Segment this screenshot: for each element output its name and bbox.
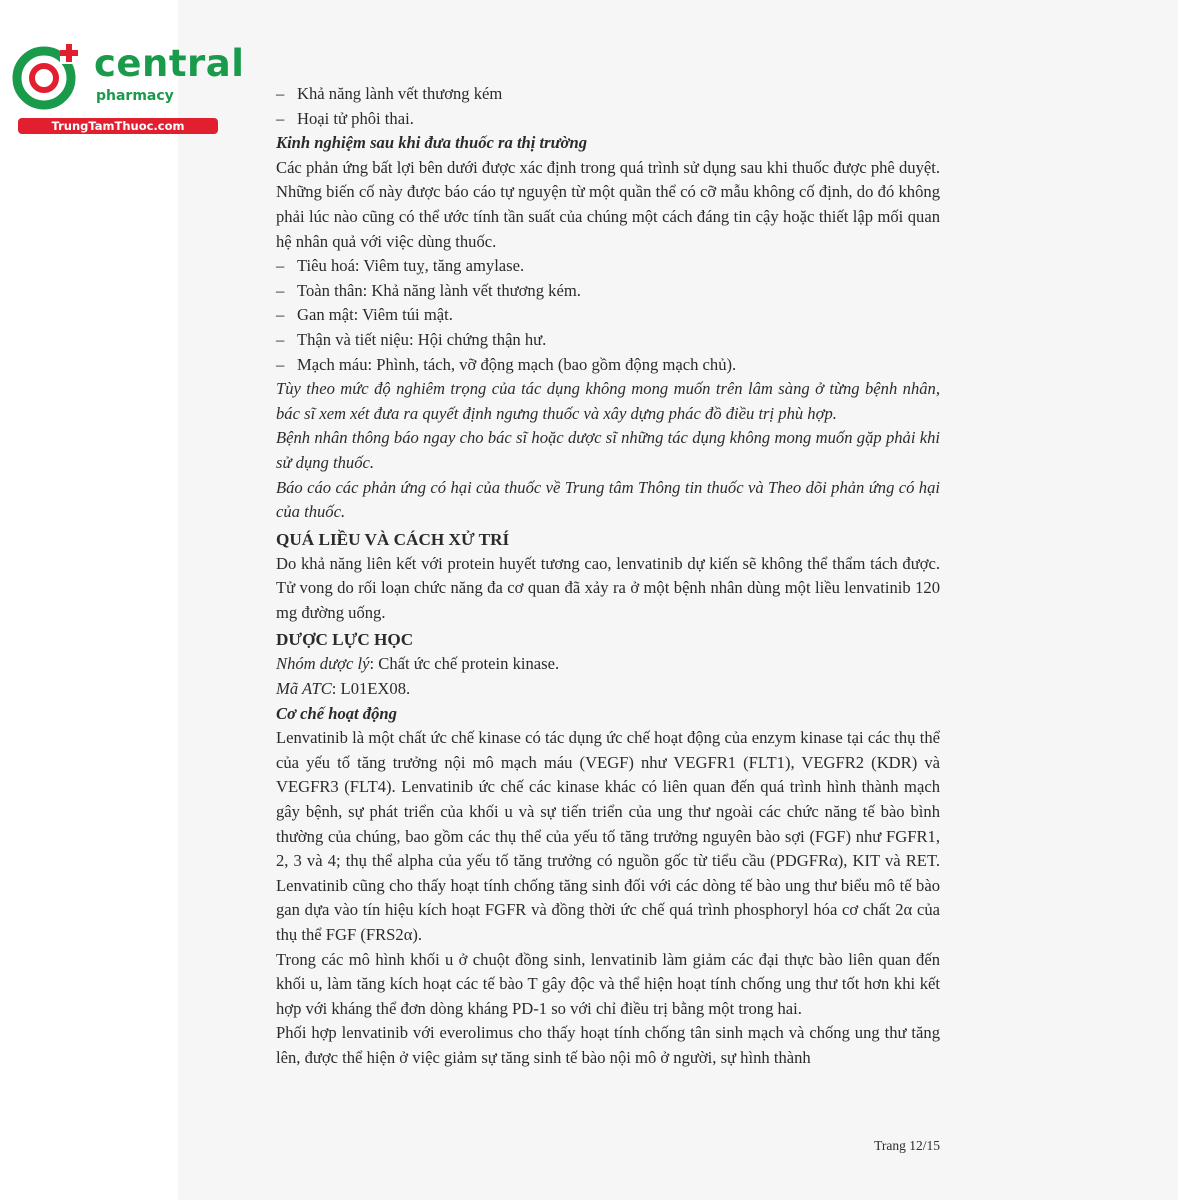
list-item: – Thận và tiết niệu: Hội chứng thận hư. [276,328,940,353]
post-market-paragraph: Các phản ứng bất lợi bên dưới được xác định trong quá trình sử dụng sau khi thuốc được phê duyệt. Những biến cố này được báo cáo tự nguyện từ một quần thể có cỡ mẫu không cố định, do đó không phải lúc nào cũng có thể ước tính tần suất của chúng một cách đáng tin cậy hoặc thiết lập mối quan hệ nhân quả với việc dùng thuốc. [276,157,940,251]
document-body [276,82,940,1071]
atc-line [276,677,940,702]
atc-label: Mã ATC [276,679,332,699]
list-item: – Khả năng lành vết thương kém [276,82,940,107]
italic-note: Báo cáo các phản ứng có hại của thuốc về Trung tâm Thông tin thuốc và Theo dõi phản ứng có hại của thuốc. [276,477,940,522]
pharmacodynamics-heading: DƯỢC LỰC HỌC [276,630,414,650]
logo-subtitle: pharmacy [96,88,174,104]
mechanism-paragraph: Trong các mô hình khối u ở chuột đồng sinh, lenvatinib làm giảm các đại thực bào liên quan đến khối u, làm tăng kích hoạt các tế bào T gây độc và thể hiện hoạt tính chống ung thư tốt hơn khi kết hợp với kháng thể đơn dòng kháng PD-1 so với chỉ điều trị bằng một trong hai. [276,949,940,1018]
mechanism-paragraph: Lenvatinib là một chất ức chế kinase có tác dụng ức chế hoạt động của enzym kinase tại các thụ thể của yếu tố tăng trưởng nội mô mạch máu (VEGF) như VEGFR1 (FLT1), VEGFR2 (KDR) và VEGFR3 (FLT4). Lenvatinib ức chế các kinase khác có liên quan đến quá trình hình thành mạch gây bệnh, sự phát triển của khối u và sự tiến triển của ung thư ngoài các chức năng tế bào bình thường của chúng, bao gồm các thụ thể của yếu tố tăng trưởng nguyên bào sợi (FGF) như FGFR1, 2, 3 và 4; thụ thể alpha của yếu tố tăng trưởng có nguồn gốc từ tiểu cầu (PDGFRα), KIT và RET. Lenvatinib cũng cho thấy hoạt tính chống tăng sinh đối với các dòng tế bào ung thư biểu mô tế bào gan dựa vào tín hiệu kích hoạt FGFR và đồng thời ức chế quá trình phosphoryl hóa cơ chất 2α của thụ thể FGF (FRS2α). [276,728,940,944]
overdose-paragraph: Do khả năng liên kết với protein huyết tương cao, lenvatinib dự kiến sẽ không thể thẩm tách được. Tử vong do rối loạn chức năng đa cơ quan đã xảy ra ở một bệnh nhân dùng một liều lenvatinib 120 mg đường uống. [276,553,940,622]
list-item: – Mạch máu: Phình, tách, vỡ động mạch (bao gồm động mạch chủ). [276,353,940,378]
post-market-heading: Kinh nghiệm sau khi đưa thuốc ra thị trường [276,133,587,153]
italic-note: Tùy theo mức độ nghiêm trọng của tác dụng không mong muốn trên lâm sàng ở từng bệnh nhân, bác sĩ xem xét đưa ra quyết định ngưng thuốc và xây dựng phác đồ điều trị phù hợp. [276,379,940,423]
pharm-group-line [276,652,940,677]
pharm-group-value: : Chất ức chế protein kinase. [369,654,560,674]
central-pharmacy-logo[interactable] [8,38,245,138]
mechanism-paragraph: Phối hợp lenvatinib với everolimus cho thấy hoạt tính chống tân sinh mạch và chống ung thư tăng lên, được thể hiện ở việc giảm sự tăng sinh tế bào nội mô ở người, sự hình thành [276,1023,940,1067]
list-item: – Toàn thân: Khả năng lành vết thương kém. [276,279,940,304]
list-item: – Hoại tử phôi thai. [276,107,940,132]
overdose-heading: QUÁ LIỀU VÀ CÁCH XỬ TRÍ [276,529,510,549]
pharm-group-label: Nhóm dược lý [276,654,370,674]
list-item: – Tiêu hoá: Viêm tuỵ, tăng amylase. [276,254,940,279]
page-number: Trang 12/15 [874,1138,940,1153]
italic-note: Bệnh nhân thông báo ngay cho bác sĩ hoặc dược sĩ những tác dụng không mong muốn gặp phải khi sử dụng thuốc. [276,428,940,472]
atc-value: : L01EX08. [331,679,411,699]
logo-wordmark: central [94,42,245,85]
mechanism-heading: Cơ chế hoạt động [276,703,397,723]
list-item: – Gan mật: Viêm túi mật. [276,303,940,328]
pharmacy-logo-icon [10,40,82,112]
logo-url-badge[interactable]: TrungTamThuoc.com [18,118,218,134]
